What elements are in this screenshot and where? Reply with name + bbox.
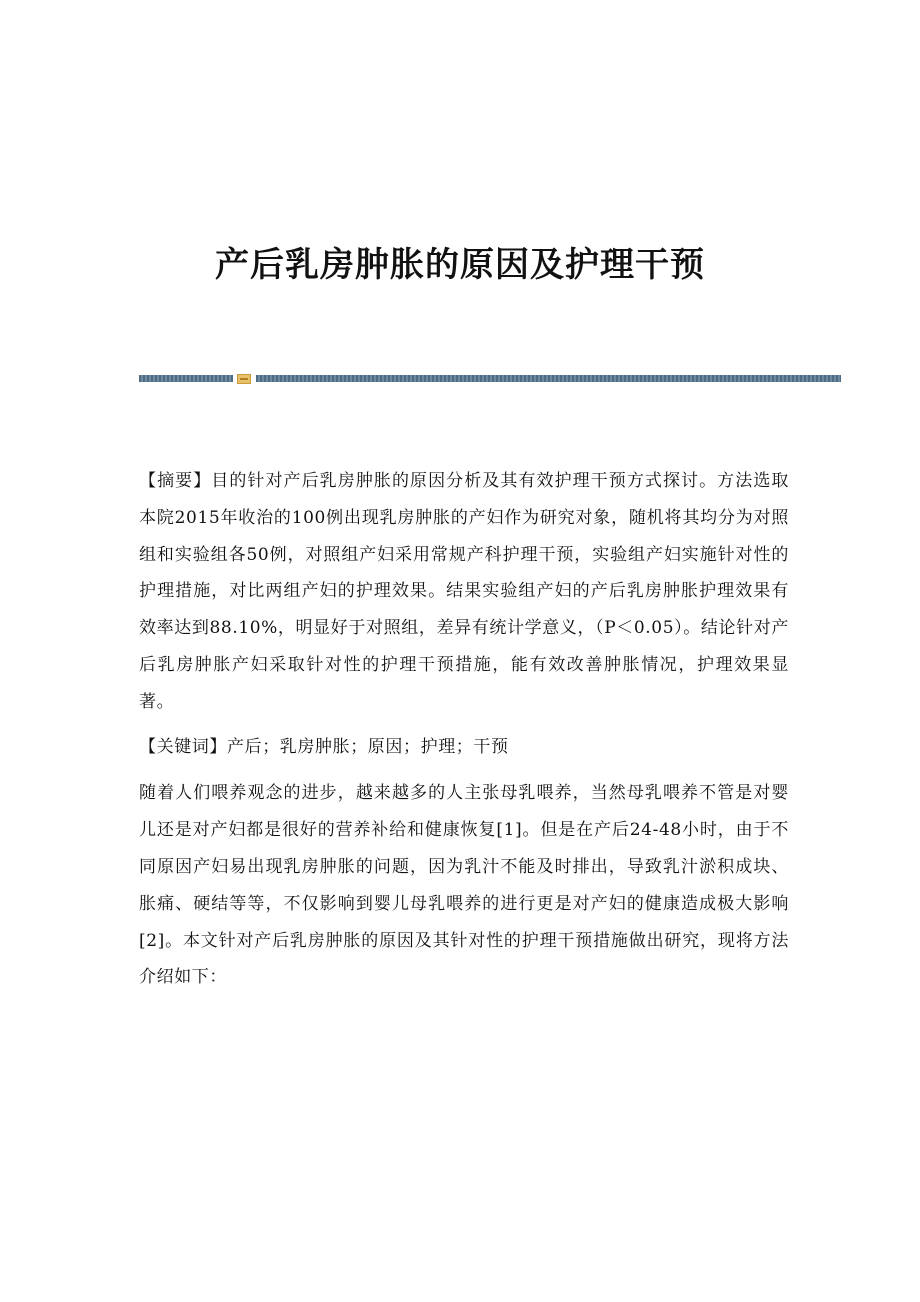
document-body (139, 463, 789, 996)
title-divider (139, 374, 841, 384)
divider-emblem-icon (237, 374, 251, 384)
intro-paragraph: 随着人们喂养观念的进步，越来越多的人主张母乳喂养，当然母乳喂养不管是对婴儿还是对产妇都是很好的营养补给和健康恢复[1]。但是在产后24-48小时，由于不同原因产妇易出现乳房肿胀的问题，因为乳汁不能及时排出，导致乳汁淤积成块、胀痛、硬结等等，不仅影响到婴儿母乳喂养的进行更是对产妇的健康造成极大影响[2]。本文针对产后乳房肿胀的原因及其针对性的护理干预措施做出研究，现将方法介绍如下： (139, 783, 789, 988)
divider-bar-left (139, 375, 233, 382)
document-title: 产后乳房肿胀的原因及护理干预 (215, 244, 705, 285)
divider-bar-right (256, 375, 841, 382)
keywords-paragraph: 【关键词】产后；乳房肿胀；原因；护理；干预 (139, 736, 509, 757)
abstract-paragraph: 【摘要】目的针对产后乳房肿胀的原因分析及其有效护理干预方式探讨。方法选取本院2015年收治的100例出现乳房肿胀的产妇作为研究对象，随机将其均分为对照组和实验组各50例，对照组产妇采用常规产科护理干预，实验组产妇实施针对性的护理措施，对比两组产妇的护理效果。结果实验组产妇的产后乳房肿胀护理效果有效率达到88.10%，明显好于对照组，差异有统计学意义，（P＜0.05）。结论针对产后乳房肿胀产妇采取针对性的护理干预措施，能有效改善肿胀情况，护理效果显著。 (139, 471, 789, 712)
